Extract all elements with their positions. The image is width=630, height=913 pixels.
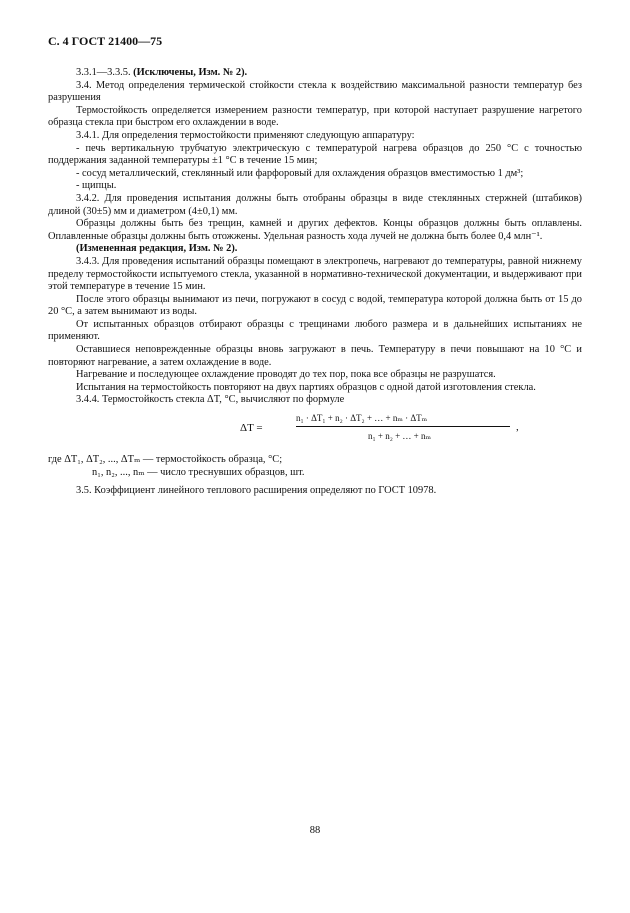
clause-number: 3.3.1—3.3.5. [76, 67, 131, 78]
paragraph-cooling: После этого образцы вынимают из печи, погружают в сосуд с водой, температура которой должна быть от 15 до 20 °С, а затем вынимают из воды. [48, 293, 582, 318]
where-line-count: n₁, n₂, ..., nₘ — число треснувших образцов, шт. [92, 466, 305, 478]
paragraph-sample-requirements: Образцы должны быть без трещин, камней и других дефектов. Концы образцов должны быть оплавлены. Оплавленные образцы должны быть отожжены. Удельная разность хода лучей не должна быть более 0,4 млн⁻¹. [48, 218, 582, 242]
paragraph-cracked-samples: От испытанных образцов отбирают образцы с трещинами любого размера и в дальнейших испытаниях не применяют. [48, 318, 582, 343]
list-item-tongs: - щипцы. [76, 180, 117, 192]
page-header: С. 4 ГОСТ 21400—75 [48, 34, 163, 48]
list-item-vessel: - сосуд металлический, стеклянный или фарфоровый для охлаждения образцов вместимостью 1 дм³; [76, 167, 524, 179]
formula-denominator: n₁ + n₂ + … + nₘ [368, 431, 432, 442]
paragraph-definition: Термостойкость определяется измерением разности температур, при которой наступает разрушение нагретого образца стекла при быстром его охлаждении в воде. [48, 104, 582, 129]
paragraph-3-4: 3.4. Метод определения термической стойкости стекла к воздействию максимальной разности температур без разрушения [48, 79, 582, 104]
paragraph-3-4-4: 3.4.4. Термостойкость стекла ΔT, °С, вычисляют по формуле [76, 394, 345, 406]
paragraph-3-4-1: 3.4.1. Для определения термостойкости применяют следующую аппаратуру: [76, 129, 415, 141]
document-body [48, 67, 582, 498]
paragraph-repeat: Нагревание и последующее охлаждение проводят до тех пор, пока все образцы не разрушатся. [76, 369, 496, 381]
formula-numerator: n₁ · ΔT₁ + n₂ · ΔT₂ + … + nₘ · ΔTₘ [296, 413, 428, 424]
paragraph-3-4-2: 3.4.2. Для проведения испытания должны быть отобраны образцы в виде стеклянных стержней (штабиков) длиной (30±5) мм и диаметром (4±0,1) мм. [48, 192, 582, 217]
formula-label: ΔT = [240, 422, 263, 435]
paragraph-3-4-3: 3.4.3. Для проведения испытаний образцы помещают в электропечь, нагревают до температуры, равной нижнему пределу термостойкости испытуемого стекла, указанной в нормативно-технической документации, и выдерживают при этой температуре в течение 15 мин. [48, 255, 582, 293]
paragraph-reheating: Оставшиеся неповрежденные образцы вновь загружают в печь. Температуру в печи повышают на 10 °С и повторяют нагревание, а затем охлаждение в воде. [48, 344, 582, 368]
revision-note: (Измененная редакция, Изм. № 2). [76, 243, 238, 255]
excluded-note: (Исключены, Изм. № 2). [133, 67, 248, 78]
thermal-resistance-formula [48, 410, 582, 448]
paragraph-3-3-1 [48, 67, 582, 80]
paragraph-batches: Испытания на термостойкость повторяют на двух партиях образцов с одной датой изготовления стекла. [76, 381, 536, 393]
formula-comma: , [516, 421, 519, 434]
where-line-delta: где ΔT₁, ΔT₂, ..., ΔTₘ — термостойкость образца, °С; [48, 454, 283, 466]
page-number: 88 [309, 825, 321, 836]
list-item-furnace: - печь вертикальную трубчатую электрическую с температурой нагрева образцов до 250 °С с точностью поддержания заданной температуры ±1 °С в течение 15 мин; [48, 142, 582, 167]
fraction-bar [296, 426, 510, 427]
paragraph-3-5: 3.5. Коэффициент линейного теплового расширения определяют по ГОСТ 10978. [76, 485, 437, 497]
